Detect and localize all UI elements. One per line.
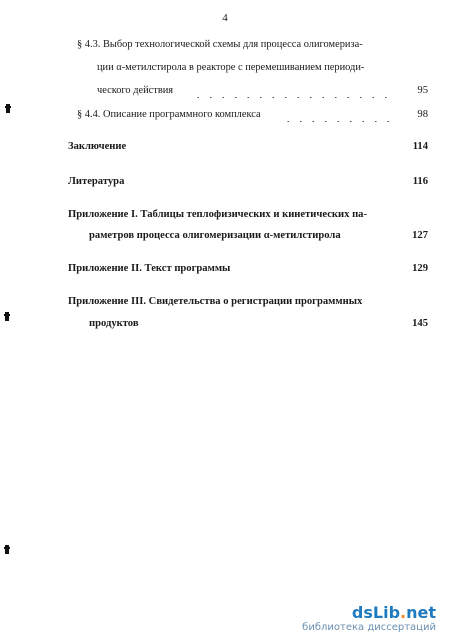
scan-artifact-mark bbox=[5, 545, 9, 554]
toc-appendix-3-page: 145 bbox=[412, 318, 428, 329]
dslib-watermark[interactable] bbox=[296, 604, 436, 634]
toc-4-4-line-1: § 4.4. Описание программного комплекса bbox=[77, 109, 261, 120]
toc-appendix-1-line-1: Приложение I. Таблицы теплофизических и кинетических па- bbox=[68, 209, 368, 220]
toc-literature-title: Литература bbox=[68, 176, 125, 187]
toc-appendix-2-page: 129 bbox=[412, 263, 428, 274]
toc-conclusion-page: 114 bbox=[412, 141, 428, 152]
toc-appendix-1-page: 127 bbox=[412, 230, 428, 241]
toc-literature-page: 116 bbox=[412, 176, 428, 187]
toc-4-3-leader bbox=[192, 86, 392, 98]
toc-appendix-3-line-1: Приложение III. Свидетельства о регистрации программных bbox=[68, 296, 363, 307]
toc-4-3-line-2: ции α-метилстирола в реакторе с перемешиванием периоди- bbox=[97, 62, 365, 73]
dslib-subtitle: библиотека диссертаций bbox=[302, 622, 436, 633]
toc-4-4-page: 98 bbox=[417, 109, 428, 120]
toc-appendix-2-title: Приложение II. Текст программы bbox=[68, 263, 231, 274]
scan-artifact-mark bbox=[5, 312, 9, 321]
dslib-logo-dot: . bbox=[400, 603, 407, 622]
toc-conclusion-title: Заключение bbox=[68, 141, 127, 152]
toc-4-3-page: 95 bbox=[417, 85, 428, 96]
scan-artifact-mark bbox=[6, 104, 10, 113]
toc-appendix-1-line-2: раметров процесса олигомеризации α-метилстирола bbox=[89, 230, 341, 241]
toc-4-4-leader bbox=[282, 110, 394, 122]
toc-4-3-line-3: ческого действия bbox=[97, 85, 174, 96]
page-number: 4 bbox=[222, 12, 228, 24]
toc-appendix-3-line-2: продуктов bbox=[89, 318, 139, 329]
dslib-logo-left: dsLib bbox=[351, 603, 401, 622]
toc-4-3-line-1: § 4.3. Выбор технологической схемы для процесса олигомеризa- bbox=[77, 39, 363, 50]
dslib-logo-right: net bbox=[406, 603, 436, 622]
dslib-logo bbox=[296, 604, 436, 622]
